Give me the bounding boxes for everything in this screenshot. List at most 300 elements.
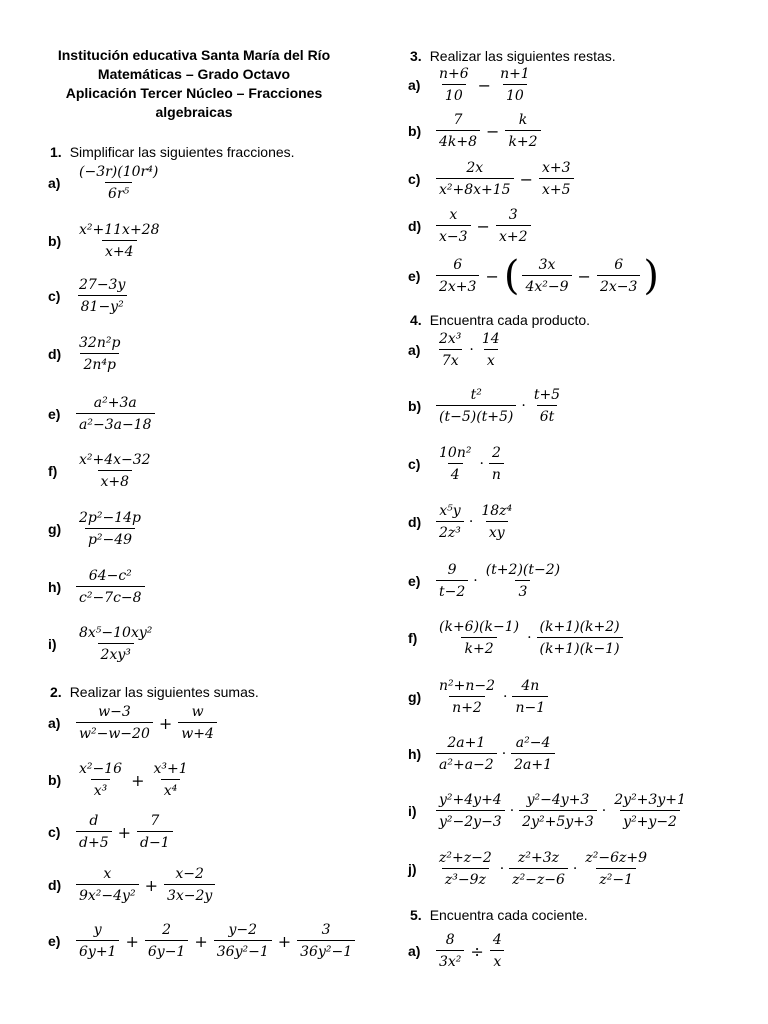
section-5-heading [410,907,588,923]
numerator: 32n²p [79,335,121,351]
exercise-1d [48,335,125,373]
expression [74,813,175,851]
numerator: x⁵y [439,503,461,519]
exercise-label: b) [408,123,422,139]
fraction [76,625,155,663]
denominator: 4k+8 [436,130,480,150]
numerator: x²−16 [79,761,123,777]
numerator: z²−6z+9 [585,850,648,866]
denominator: x³ [91,779,111,799]
numerator: 8 [445,932,455,948]
fraction [539,160,574,198]
numerator: y²+4y+4 [439,792,502,808]
operator: + [125,931,139,951]
exercise-1e [48,395,157,433]
exercise-label: h) [408,746,422,762]
section-number: 4. [410,312,422,328]
operator: − [476,216,490,236]
operator: − [577,266,591,286]
fraction [505,112,540,150]
numerator: k [518,112,528,128]
exercise-2e [48,922,357,960]
denominator: 3 [515,580,530,600]
expression [434,387,565,425]
denominator: x+5 [539,178,574,198]
fraction [76,452,154,490]
fraction [531,387,563,425]
exercise-4g [408,678,550,716]
expression [74,866,217,904]
fraction [436,932,464,970]
denominator: d−1 [137,831,173,851]
numerator: d [89,813,99,829]
exercise-2c [48,813,175,851]
fraction [76,222,163,260]
open-parenthesis: ( [503,253,520,299]
expression [74,164,163,202]
denominator: z²−z−6 [509,868,568,888]
exercise-label: i) [48,636,57,652]
numerator: 2 [491,445,501,461]
exercise-4d [408,503,517,541]
denominator: x²+8x+15 [436,178,514,198]
denominator: 2x+3 [436,275,479,295]
expression [434,331,505,369]
times-operator: · [572,861,578,877]
exercise-label: e) [408,573,421,589]
exercise-label: a) [408,943,421,959]
denominator: x [490,950,504,970]
operator: + [194,931,208,951]
denominator: xy [486,521,508,541]
numerator: 18z⁴ [481,503,513,519]
numerator: y²−4y+3 [526,792,590,808]
numerator: n+1 [500,66,530,82]
exercise-label: a) [48,175,61,191]
section-number: 1. [50,144,62,160]
denominator: 7x [439,349,462,369]
fraction [76,277,128,315]
fraction [436,678,498,716]
exercise-label: h) [48,579,62,595]
exercise-3a [408,66,535,104]
fraction [597,257,640,295]
denominator: 2xy³ [98,643,134,663]
denominator: x+8 [98,470,133,490]
fraction [436,331,464,369]
numerator: x²+11x+28 [79,222,160,238]
denominator: (k+1)(k−1) [537,637,623,657]
exercise-label: f) [48,463,58,479]
exercise-label: c) [408,171,421,187]
fraction [76,813,112,851]
denominator: x+2 [496,225,531,245]
numerator: x [103,866,112,882]
numerator: y−2 [228,922,258,938]
operator: + [277,931,292,951]
numerator: 2x³ [439,331,462,347]
operator: − [477,75,492,95]
operator: − [485,266,499,286]
exercise-label: b) [48,233,62,249]
exercise-label: d) [48,877,62,893]
denominator: 9x²−4y² [76,884,139,904]
expression [74,510,146,548]
denominator: k+2 [505,130,540,150]
times-operator: · [509,803,515,819]
denominator: 2n⁴p [80,353,119,373]
denominator: z²−1 [596,868,636,888]
fraction [611,792,689,830]
section-number: 2. [50,684,62,700]
exercise-2a [48,704,219,742]
fraction [436,66,472,104]
fraction [297,922,355,960]
fraction [496,207,531,245]
expression [74,222,165,260]
exercise-1c [48,277,130,315]
denominator: z³−9z [442,868,489,888]
school-name: Institución educativa Santa María del Río [57,47,331,63]
denominator: a²+a−2 [436,753,497,773]
fraction [483,562,563,600]
exercise-2d [48,866,217,904]
section-1-heading [50,144,295,160]
expression [434,207,533,245]
fraction [497,66,533,104]
denominator: 2x−3 [597,275,640,295]
exercise-label: i) [408,803,417,819]
expression [74,452,156,490]
exercise-label: d) [48,346,62,362]
times-operator: · [473,573,478,589]
expression [74,625,157,663]
denominator: y²+y−2 [620,810,680,830]
numerator: w−3 [98,704,131,720]
exercise-3e [408,253,660,299]
fraction [436,257,479,295]
fraction [178,704,217,742]
numerator: 3 [321,922,331,938]
exercise-label: a) [408,77,421,93]
fraction [76,866,139,904]
denominator: 81−y² [78,295,127,315]
denominator: 2a+1 [511,753,555,773]
numerator: t² [470,387,482,403]
numerator: 3 [508,207,518,223]
exercise-label: g) [48,521,62,537]
expression [434,112,543,150]
denominator: 6y−1 [145,940,188,960]
exercise-4e [408,562,565,600]
fraction [436,207,471,245]
exercise-1b [48,222,165,260]
fraction [522,257,571,295]
numerator: 10n² [439,445,472,461]
section-4-heading [410,312,590,328]
operator: − [519,169,533,189]
expression [74,922,357,960]
denominator: w+4 [178,722,217,742]
fraction [436,792,505,830]
numerator: a²−4 [515,735,551,751]
expression [74,395,157,433]
numerator: t+5 [533,387,561,403]
fraction [76,395,155,433]
numerator: (k+1)(k+2) [539,619,620,635]
exercise-2b [48,761,193,799]
exercise-label: g) [408,689,422,705]
denominator: p²−49 [85,528,135,548]
right-column [408,0,753,1024]
exercise-label: b) [408,398,422,414]
section-3-heading [410,48,616,64]
denominator: 4 [448,463,463,483]
denominator: 36y²−1 [214,940,272,960]
fraction [436,735,497,773]
operator: + [144,875,158,895]
expression [434,850,652,888]
denominator: 2y²+5y+3 [519,810,597,830]
exercise-1f [48,452,156,490]
fraction [436,619,522,657]
fraction [519,792,597,830]
expression [434,619,625,657]
exercise-1g [48,510,146,548]
section-2-heading [50,684,259,700]
numerator: (−3r)(10r⁴) [79,164,159,180]
denominator: a²−3a−18 [76,413,155,433]
fraction [436,850,495,888]
denominator: 6t [537,405,558,425]
exercise-label: f) [408,630,418,646]
numerator: 3x [538,257,556,273]
exercise-4a [408,331,505,369]
denominator: (t−5)(t+5) [436,405,516,425]
times-operator: · [521,398,526,414]
exercise-label: e) [48,406,61,422]
times-operator: · [501,746,507,762]
close-parenthesis: ) [643,253,659,299]
left-column [44,0,364,1024]
expression [434,932,507,970]
numerator: 2x [466,160,484,176]
numerator: 27−3y [79,277,126,293]
exercise-label: b) [48,772,62,788]
exercise-label: j) [408,861,417,877]
fraction [436,112,480,150]
fraction [214,922,272,960]
section-title: Realizar las siguientes sumas. [69,684,259,700]
denominator: n+2 [449,696,485,716]
operator: − [486,121,500,141]
denominator: w²−w−20 [76,722,153,742]
denominator: x [484,349,498,369]
fraction [509,850,568,888]
exercise-4j [408,850,652,888]
exercise-label: d) [408,218,422,234]
numerator: y [93,922,102,938]
fraction [511,735,555,773]
numerator: x³+1 [153,761,188,777]
fraction [76,335,123,373]
numerator: x−2 [175,866,204,882]
fraction [137,813,173,851]
times-operator: · [527,630,532,646]
exercise-label: c) [48,824,61,840]
fraction [76,164,161,202]
expression [74,761,193,799]
expression [434,792,691,830]
exercise-label: c) [408,456,421,472]
times-operator: · [468,514,474,530]
expression [434,66,535,104]
denominator: x+4 [102,240,137,260]
numerator: 4n [521,678,540,694]
exercise-label: e) [408,268,421,284]
expression [74,335,125,373]
times-operator: · [499,861,505,877]
times-operator: · [469,342,474,358]
numerator: 8x⁵−10xy² [79,625,153,641]
expression [434,160,576,198]
denominator: c²−7c−8 [76,586,145,606]
exercise-4f [408,619,625,657]
exercise-label: a) [408,342,421,358]
fraction [478,503,515,541]
denominator: 2z³ [436,521,464,541]
fraction [479,331,503,369]
numerator: n+6 [439,66,469,82]
fraction [76,704,153,742]
section-title: Realizar las siguientes restas. [429,48,616,64]
exercise-1h [48,568,147,606]
numerator: 64−c² [88,568,132,584]
exercise-3c [408,160,576,198]
exercise-3b [408,112,543,150]
numerator: 6 [614,257,624,273]
expression [434,735,557,773]
numerator: 7 [453,112,463,128]
numerator: z²+3z [518,850,560,866]
expression [434,253,660,299]
expression [434,678,550,716]
denominator: x⁴ [161,779,181,799]
fraction [150,761,190,799]
fraction [489,445,504,483]
fraction [436,160,514,198]
expression [434,445,506,483]
denominator: n [489,463,504,483]
numerator: 2p²−14p [79,510,141,526]
numerator: z²+z−2 [439,850,492,866]
denominator: 3x² [436,950,464,970]
section-title: Encuentra cada cociente. [429,907,588,923]
numerator: 2a+1 [447,735,486,751]
denominator: d+5 [76,831,112,851]
numerator: 4 [492,932,502,948]
exercise-label: a) [48,715,61,731]
operator: + [131,770,145,790]
fraction [76,761,125,799]
operator: ÷ [470,941,484,961]
fraction [164,866,215,904]
fraction [436,387,516,425]
numerator: 2 [162,922,172,938]
document-header [44,46,344,122]
exercise-4c [408,445,506,483]
exercise-1i [48,625,157,663]
numerator: x+3 [542,160,571,176]
numerator: n²+n−2 [439,678,496,694]
exercise-4i [408,792,691,830]
fraction [76,922,119,960]
expression [434,562,565,600]
numerator: 7 [150,813,160,829]
fraction [537,619,623,657]
expression [434,503,517,541]
fraction [145,922,188,960]
denominator: y²−2y−3 [436,810,505,830]
fraction [436,503,464,541]
exercise-3d [408,207,533,245]
numerator: 2y²+3y+1 [614,792,686,808]
operator: + [158,713,173,733]
numerator: x [449,207,458,223]
fraction [582,850,650,888]
denominator: 4x²−9 [522,275,571,295]
exercise-4h [408,735,557,773]
fraction [436,562,468,600]
expression [74,568,147,606]
times-operator: · [503,689,508,705]
section-title: Encuentra cada producto. [429,312,591,328]
denominator: 10 [442,84,466,104]
times-operator: · [479,456,484,472]
times-operator: · [601,803,607,819]
numerator: a²+3a [93,395,137,411]
denominator: t−2 [436,580,468,600]
denominator: x−3 [436,225,471,245]
exercise-5a [408,932,507,970]
fraction [76,510,144,548]
exercise-label: d) [408,514,422,530]
denominator: 10 [503,84,527,104]
fraction [490,932,505,970]
section-title: Simplificar las siguientes fracciones. [69,144,295,160]
subject-grade: Matemáticas – Grado Octavo [97,66,291,82]
numerator: 9 [447,562,457,578]
exercise-label: e) [48,933,61,949]
numerator: 14 [481,331,500,347]
fraction [512,678,548,716]
numerator: x²+4x−32 [79,452,151,468]
denominator: 6r⁵ [105,182,132,202]
operator: + [117,822,132,842]
numerator: w [191,704,204,720]
fraction [436,445,474,483]
exercise-4b [408,387,565,425]
worksheet-title-cont: algebraicas [155,104,233,120]
numerator: 6 [453,257,463,273]
numerator: (k+6)(k−1) [439,619,520,635]
section-number: 5. [410,907,422,923]
exercise-1a [48,164,163,202]
section-number: 3. [410,48,422,64]
worksheet-title: Aplicación Tercer Núcleo – Fracciones [65,85,323,101]
fraction [76,568,145,606]
numerator: (t+2)(t−2) [485,562,561,578]
